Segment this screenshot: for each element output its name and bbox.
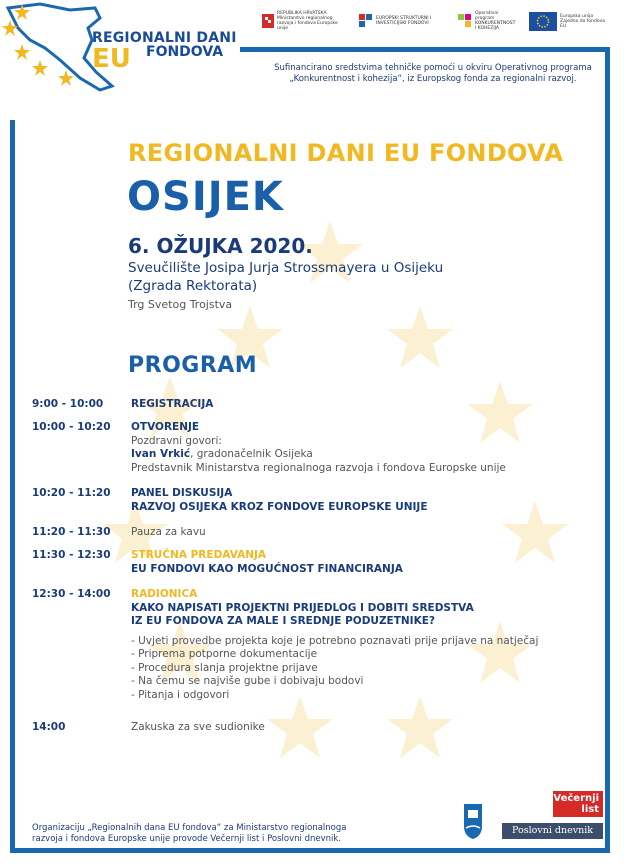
- event-address: Trg Svetog Trojstva: [128, 298, 233, 311]
- program-title: Pauza za kavu: [131, 526, 206, 538]
- speaker-role: , gradonačelnik Osijeka: [190, 448, 313, 460]
- workshop-bullet: - Pitanja i odgovori: [131, 688, 230, 701]
- esif-icon: [359, 14, 373, 28]
- program-time: 14:00: [32, 721, 66, 733]
- vecernji-list-logo: Večernji list: [553, 791, 603, 817]
- program-time: 10:00 - 10:20: [32, 421, 111, 433]
- poslovni-dnevnik-logo: Poslovni dnevnik: [502, 823, 603, 839]
- workshop-bullet: - Priprema potporne dokumentacije: [131, 648, 318, 660]
- op-logo: Operativni program KONKURENTNOST I KOHEZIJA: [458, 11, 517, 31]
- eu-flag-logo: Europska unija Zajedno do fondova EU: [529, 12, 605, 31]
- program-subtitle: IZ EU FONDOVA ZA MALE I SREDNJE PODUZETNIKE?: [131, 615, 435, 627]
- event-logo: [0, 0, 260, 120]
- event-title: REGIONALNI DANI EU FONDOVA: [128, 139, 564, 167]
- program-time: 9:00 - 10:00: [32, 398, 104, 410]
- partner-logos: [262, 8, 605, 34]
- workshop-bullet: - Na čemu se najviše gube i dobivaju bodovi: [131, 675, 364, 687]
- program-subtitle: EU FONDOVI KAO MOGUĆNOST FINANCIRANJA: [131, 562, 403, 575]
- program-heading: PROGRAM: [128, 353, 258, 378]
- esif-logo: EUROPSKI STRUKTURNI I INVESTICIJSKI FONDOVI: [359, 14, 446, 28]
- event-city: OSIJEK: [127, 174, 284, 220]
- program-title: PANEL DISKUSIJA: [131, 487, 233, 499]
- program-time: 10:20 - 11:20: [32, 487, 111, 499]
- program-subtitle: KAKO NAPISATI PROJEKTNI PRIJEDLOG I DOBITI SREDSTVA: [131, 601, 474, 614]
- osijek-crest-icon: [462, 802, 484, 840]
- event-date: 6. OŽUJKA 2020.: [128, 234, 313, 258]
- logo-text-eu: EU: [92, 44, 131, 74]
- program-title: Zakuska za sve sudionike: [131, 721, 265, 733]
- program-title: RADIONICA: [131, 588, 198, 600]
- program-line: Pozdravni govori:: [131, 434, 222, 447]
- op-icon: [458, 14, 472, 28]
- coat-of-arms-icon: [262, 14, 274, 28]
- logo-text-fondova: FONDOVA: [146, 44, 224, 60]
- speaker-name: Ivan Vrkić: [131, 448, 191, 460]
- program-time: 12:30 - 14:00: [32, 588, 111, 600]
- footer-note: Organizaciju „Regionalnih dana EU fondova“ za Ministarstvo regionalnoga razvoja i fondova Europske unije provode Večernji list i Poslovni dnevnik.: [32, 823, 347, 844]
- program-line: Predstavnik Ministarstva regionalnoga razvoja i fondova Europske unije: [131, 461, 506, 474]
- program-title: STRUČNA PREDAVANJA: [131, 549, 267, 561]
- program-subtitle: RAZVOJ OSIJEKA KROZ FONDOVE EUROPSKE UNIJE: [131, 500, 428, 513]
- program-time: 11:30 - 12:30: [32, 549, 111, 561]
- cofinancing-note: Sufinancirano sredstvima tehničke pomoći u okviru Operativnog programa „Konkurentnost i kohezija“, iz Europskog fonda za regionalni razvoj.: [274, 63, 592, 84]
- workshop-bullet: - Uvjeti provedbe projekta koje je potrebno poznavati prije prijave na natječaj: [131, 634, 539, 647]
- program-title: REGISTRACIJA: [131, 398, 214, 410]
- workshop-bullet: - Procedura slanja projektne prijave: [131, 661, 318, 674]
- republika-hrvatska-logo: REPUBLIKA HRVATSKA Ministarstvo regionalnog razvoja i fondova Europske unije: [262, 11, 347, 31]
- logo-text-line1: REGIONALNI DANI: [92, 30, 237, 46]
- program-line: [131, 448, 571, 462]
- program-time: 11:20 - 11:30: [32, 526, 111, 538]
- eu-flag-icon: [529, 12, 557, 31]
- event-venue: Sveučilište Josipa Jurja Strossmayera u Osijeku (Zgrada Rektorata): [128, 260, 444, 294]
- program-title: OTVORENJE: [131, 421, 200, 433]
